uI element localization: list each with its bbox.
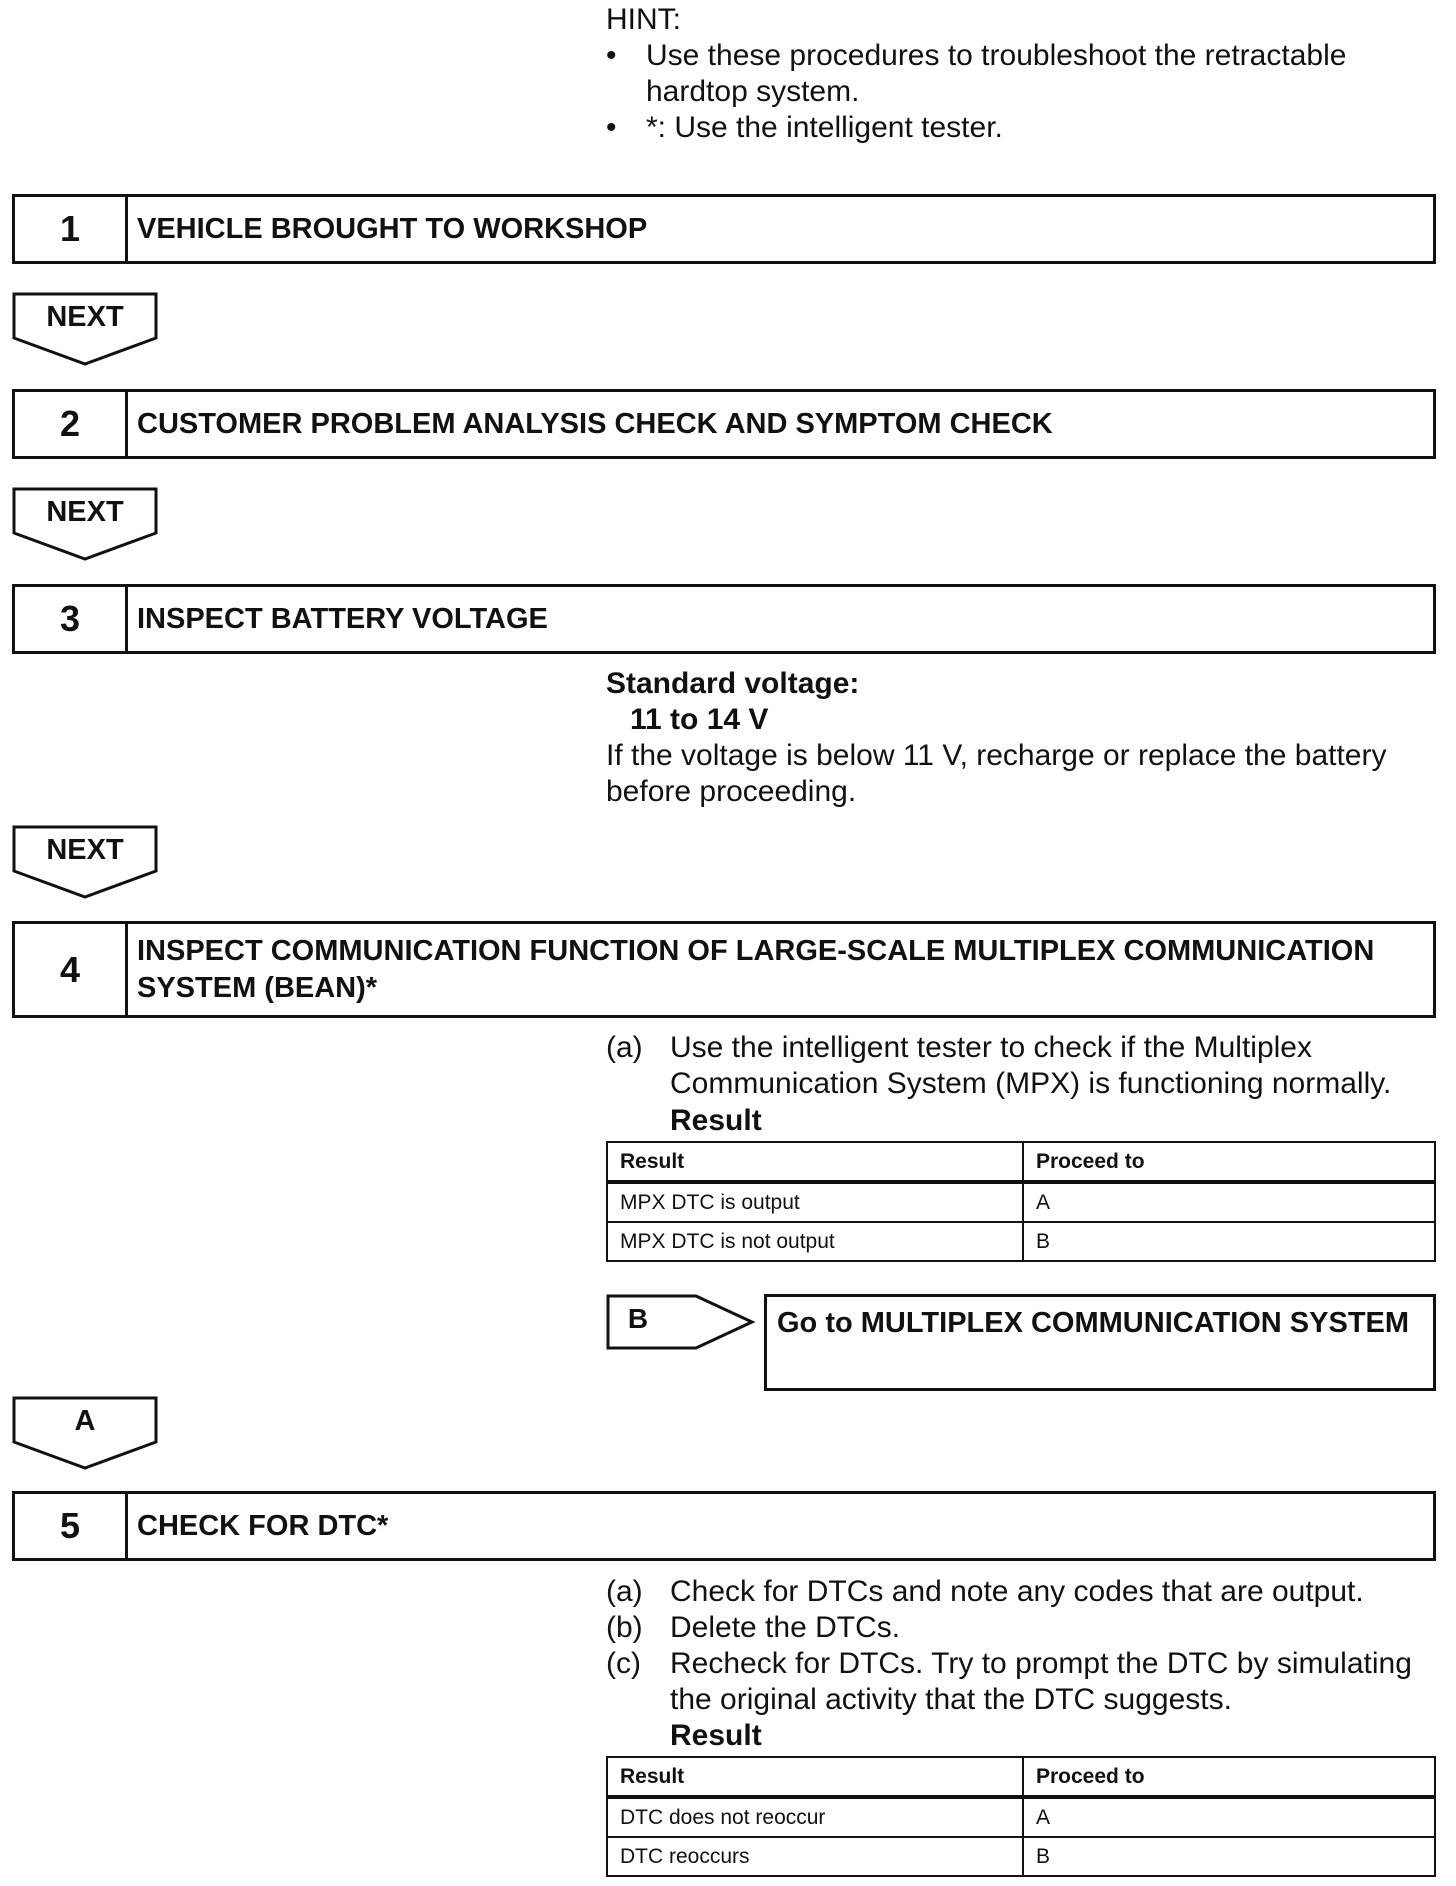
result-caption: Result — [670, 1104, 762, 1137]
item-text: Recheck for DTCs. Try to prompt the DTC by simulating the original activity that the DTC suggests. — [670, 1647, 1412, 1716]
hint-bullet-1: Use these procedures to troubleshoot the retractable hardtop system. — [646, 39, 1347, 108]
step-1-box — [12, 194, 1436, 264]
table-cell: MPX DTC is not output — [607, 1222, 1023, 1261]
step-number: 1 — [15, 197, 128, 261]
item-letter: (c) — [606, 1647, 641, 1680]
step-number: 2 — [15, 392, 128, 456]
column-header: Result — [607, 1757, 1023, 1797]
next-arrow — [12, 825, 158, 901]
table-cell: A — [1023, 1797, 1435, 1837]
branch-a-label: A — [74, 1405, 96, 1437]
step-title: VEHICLE BROUGHT TO WORKSHOP — [137, 212, 648, 245]
standard-voltage-value: 11 to 14 V — [630, 703, 769, 736]
step-5-box — [12, 1491, 1436, 1561]
step-2-box — [12, 389, 1436, 459]
next-arrow — [12, 487, 158, 563]
table-cell: DTC reoccurs — [607, 1837, 1023, 1876]
step-number: 5 — [15, 1494, 128, 1558]
step-title: CUSTOMER PROBLEM ANALYSIS CHECK AND SYMPTOM CHECK — [137, 407, 1053, 440]
column-header: Result — [607, 1142, 1023, 1182]
table-cell: A — [1023, 1182, 1435, 1222]
item-letter: (a) — [606, 1575, 643, 1608]
next-label: NEXT — [46, 834, 124, 866]
step-title: INSPECT COMMUNICATION FUNCTION OF LARGE-SCALE MULTIPLEX COMMUNICATION SYSTEM (BEAN)* — [137, 934, 1375, 1004]
voltage-note: If the voltage is below 11 V, recharge or replace the battery before proceeding. — [606, 739, 1387, 808]
standard-voltage-label: Standard voltage: — [606, 667, 860, 700]
table-row — [607, 1837, 1435, 1876]
table-row — [607, 1797, 1435, 1837]
item-text: Check for DTCs and note any codes that are output. — [670, 1575, 1364, 1608]
goto-box — [764, 1294, 1436, 1391]
result-caption: Result — [670, 1719, 762, 1752]
item-text: Use the intelligent tester to check if the Multiplex Communication System (MPX) is functioning normally. — [670, 1031, 1392, 1100]
step-title: INSPECT BATTERY VOLTAGE — [137, 602, 548, 635]
table-cell: B — [1023, 1222, 1435, 1261]
table-cell: B — [1023, 1837, 1435, 1876]
hint-bullet-2: *: Use the intelligent tester. — [646, 111, 1003, 144]
step-number: 4 — [15, 924, 128, 1015]
goto-text: Go to MULTIPLEX COMMUNICATION SYSTEM — [777, 1307, 1410, 1339]
branch-b-label: B — [627, 1303, 649, 1334]
item-text: Delete the DTCs. — [670, 1611, 901, 1644]
table-header-row — [607, 1757, 1435, 1797]
column-header: Proceed to — [1023, 1757, 1435, 1797]
table-row — [607, 1222, 1435, 1261]
bullet-marker: • — [606, 39, 617, 72]
next-label: NEXT — [46, 301, 124, 333]
column-header: Proceed to — [1023, 1142, 1435, 1182]
step-title: CHECK FOR DTC* — [137, 1509, 389, 1542]
table-header-row — [607, 1142, 1435, 1182]
bullet-marker: • — [606, 111, 617, 144]
result-table — [606, 1756, 1436, 1877]
branch-b-arrow — [606, 1294, 756, 1350]
hint-title: HINT: — [606, 3, 681, 36]
branch-a-arrow — [12, 1396, 158, 1472]
next-arrow — [12, 292, 158, 368]
step-3-box — [12, 584, 1436, 654]
table-cell: DTC does not reoccur — [607, 1797, 1023, 1837]
table-cell: MPX DTC is output — [607, 1182, 1023, 1222]
table-row — [607, 1182, 1435, 1222]
item-letter: (a) — [606, 1031, 643, 1064]
step-4-box — [12, 921, 1436, 1018]
step-number: 3 — [15, 587, 128, 651]
item-letter: (b) — [606, 1611, 643, 1644]
result-table — [606, 1141, 1436, 1262]
next-label: NEXT — [46, 496, 124, 528]
